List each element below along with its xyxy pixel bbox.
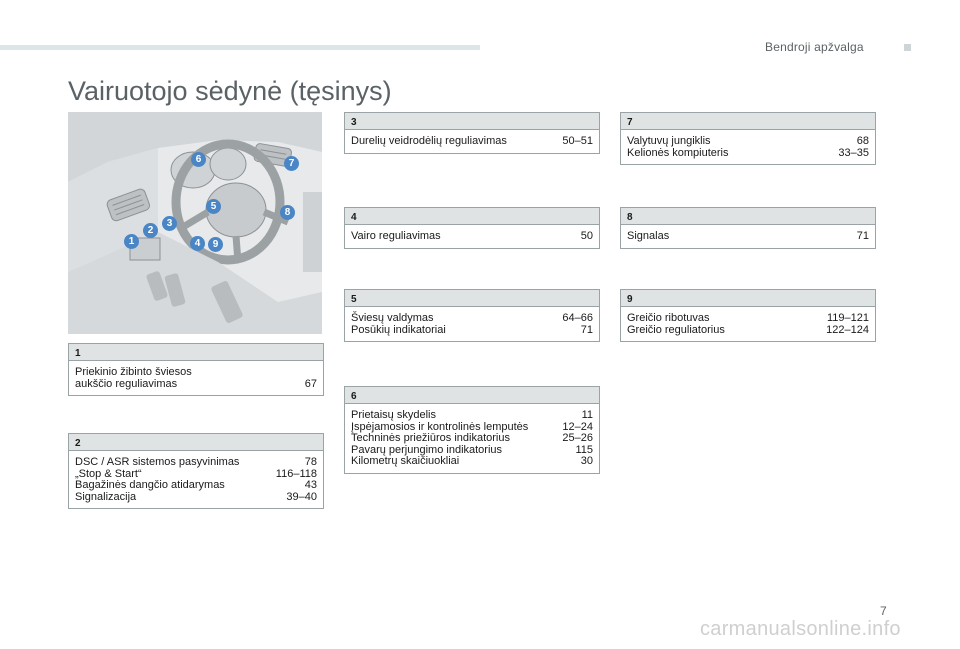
page-ref: 115: [575, 443, 593, 456]
page-ref: 67: [304, 377, 317, 390]
item-box-7: [620, 112, 876, 165]
item-number: 1: [69, 344, 323, 361]
callout-5: 5: [206, 199, 221, 214]
item-number: 5: [345, 290, 599, 307]
item-number: 3: [345, 113, 599, 130]
item-row: [75, 367, 317, 390]
page-ref: 50–51: [562, 135, 593, 147]
item-label: Valytuvų jungiklis: [627, 135, 711, 147]
item-number: 9: [621, 290, 875, 307]
item-label: Vairo reguliavimas: [351, 230, 441, 242]
item-label: DSC / ASR sistemos pasyvinimas: [75, 456, 240, 468]
callout-2: 2: [143, 223, 158, 238]
item-row: [627, 313, 869, 325]
item-box-8: [620, 207, 876, 249]
page-ref: 122–124: [826, 323, 869, 336]
page-number: 7: [880, 604, 887, 618]
callout-4: 4: [190, 236, 205, 251]
item-label: Posūkių indikatoriai: [351, 323, 446, 336]
item-number: 2: [69, 434, 323, 451]
item-row: [627, 231, 869, 243]
item-label: Bagažinės dangčio atidarymas: [75, 479, 225, 491]
item-number: 8: [621, 208, 875, 225]
item-label: Signalas: [627, 230, 670, 242]
item-label: Pavarų perjungimo indikatorius: [351, 443, 503, 456]
header-rule: [0, 45, 480, 50]
page-ref: 33–35: [838, 146, 869, 159]
page-title: Vairuotojo sėdynė (tęsinys): [68, 76, 392, 106]
section-marker: [904, 44, 911, 51]
item-label: Įspėjamosios ir kontrolinės lemputės: [351, 420, 529, 433]
page-ref: 68: [856, 135, 869, 147]
page-ref: 116–118: [275, 467, 317, 480]
callout-3: 3: [162, 216, 177, 231]
page-ref: 71: [856, 230, 869, 242]
section-title: Bendroji apžvalga: [765, 40, 864, 54]
item-row: [351, 313, 593, 325]
item-box-6: [344, 386, 600, 474]
page-ref: 71: [580, 323, 593, 336]
item-box-1: [68, 343, 324, 396]
callout-7: 7: [284, 156, 299, 171]
item-row: [351, 325, 593, 337]
item-label: „Stop & Start“: [75, 467, 142, 480]
page-ref: 25–26: [562, 432, 593, 444]
item-row: [75, 480, 317, 492]
page-ref: 12–24: [562, 420, 593, 433]
item-label: Kelionės kompiuteris: [627, 146, 729, 159]
item-box-5: [344, 289, 600, 342]
item-row: [75, 457, 317, 469]
page-ref: 39–40: [286, 490, 317, 503]
item-box-2: [68, 433, 324, 509]
item-row: [627, 136, 869, 148]
item-row: [627, 325, 869, 337]
item-number: 4: [345, 208, 599, 225]
item-label: Greičio reguliatorius: [627, 323, 725, 336]
item-row: [627, 148, 869, 160]
item-label: Šviesų valdymas: [351, 312, 434, 324]
callout-1: 1: [124, 234, 139, 249]
dashboard-illustration: [68, 112, 322, 334]
page-ref: 64–66: [562, 312, 593, 324]
item-label: Priekinio žibinto šviesos aukščio reguliavimas: [75, 366, 192, 390]
page-ref: 78: [304, 456, 317, 468]
callout-9: 9: [208, 237, 223, 252]
item-label: Prietaisų skydelis: [351, 409, 436, 421]
page-ref: 43: [304, 479, 317, 491]
callout-8: 8: [280, 205, 295, 220]
page-ref: 119–121: [826, 312, 869, 324]
item-box-3: [344, 112, 600, 154]
item-row: [351, 231, 593, 243]
item-row: [351, 410, 593, 422]
callout-6: 6: [191, 152, 206, 167]
item-label: Kilometrų skaičiuokliai: [351, 455, 460, 467]
item-row: [351, 433, 593, 445]
item-row: [75, 492, 317, 504]
item-label: Durelių veidrodėlių reguliavimas: [351, 135, 507, 147]
item-row: [351, 456, 593, 468]
watermark: carmanualsonline.info: [700, 618, 901, 640]
page-ref: 30: [580, 455, 593, 467]
item-number: 6: [345, 387, 599, 404]
item-number: 7: [621, 113, 875, 130]
item-box-4: [344, 207, 600, 249]
item-box-9: [620, 289, 876, 342]
item-label: Greičio ribotuvas: [627, 312, 710, 324]
page-ref: 50: [580, 230, 593, 242]
item-label: Signalizacija: [75, 490, 137, 503]
page-ref: 11: [581, 409, 593, 421]
item-label: Techninės priežiūros indikatorius: [351, 432, 510, 444]
item-row: [351, 136, 593, 148]
